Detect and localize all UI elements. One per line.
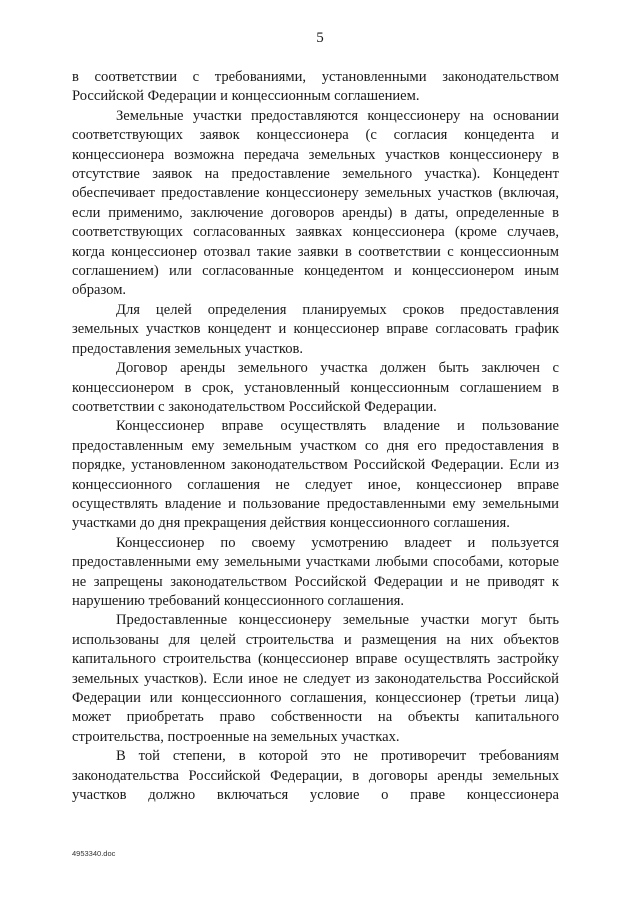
document-body [72, 68, 559, 805]
paragraph-lease-conditions: В той степени, в которой это не противоречит требованиям законодательства Российской Федерации, в договоры аренды земельных участков должно включаться условие о праве концессионера [72, 748, 559, 804]
paragraph-schedule: Для целей определения планируемых сроков предоставления земельных участков концедент и концессионер вправе согласовать график предоставления земельных участков. [72, 301, 559, 357]
paragraph-lease-agreement: Договор аренды земельного участка должен быть заключен с концессионером в срок, установленный концессионным соглашением в соответствии с законодательством Российской Федерации. [72, 360, 559, 415]
page-number: 5 [316, 30, 324, 46]
paragraph-possession-rights: Концессионер вправе осуществлять владение и пользование предоставленным ему земельным участком со дня его предоставления в порядке, установленном законодательством Российской Федерации. Если из концессионного соглашения не следует иное, концессионер вправе осуществлять владение и пользование предоставленными ему земельными участками до дня прекращения действия концессионного соглашения. [72, 418, 559, 532]
paragraph-continuation: в соответствии с требованиями, установленными законодательством Российской Федерации и концессионным соглашением. [72, 69, 559, 105]
document-code: 4953340.doc [72, 849, 116, 858]
paragraph-construction: Предоставленные концессионеру земельные участки могут быть использованы для целей строительства и размещения на них объектов капитального строительства (концессионер вправе осуществлять застройку земельных участков). Если иное не следует из законодательства Российской Федерации или концессионного соглашения, концессионер (третьи лица) может приобретать право собственности на объекты капитального строительства, построенные на земельных участках. [72, 612, 559, 745]
paragraph-land-plots-provision: Земельные участки предоставляются концессионеру на основании соответствующих заявок концессионера (с согласия концедента и концессионера возможна передача земельных участков концессионеру в отсутствие заявок на предоставление земельного участка). Концедент обеспечивает предоставление концессионеру земельных участков (включая, если применимо, заключение договоров аренды) в даты, определенные в соответствующих согласованных заявках концессионера (кроме случаев, когда концессионер отозвал такие заявки в соответствии с концессионным соглашением) или согласованные концедентом и концессионером иным образом. [72, 107, 559, 299]
paragraph-use-discretion: Концессионер по своему усмотрению владеет и пользуется предоставленными ему земельными участками любыми способами, которые не запрещены законодательством Российской Федерации и не приводят к нарушению требований концессионного соглашения. [72, 534, 559, 609]
